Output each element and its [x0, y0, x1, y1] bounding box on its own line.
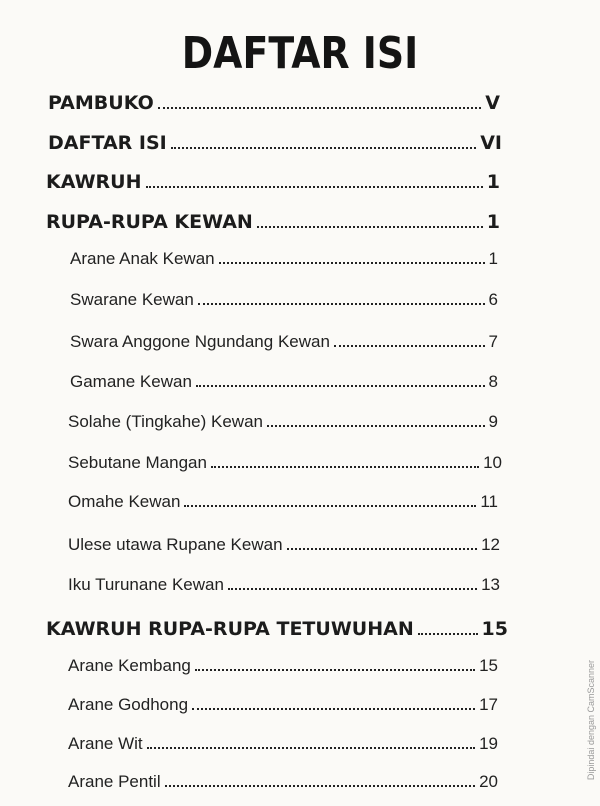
toc-entry-page: 7	[488, 332, 498, 351]
toc-entry-page: 19	[479, 734, 498, 753]
leader-dots	[147, 747, 475, 749]
leader-dots	[165, 785, 475, 787]
toc-entry-label: DAFTAR ISI	[48, 132, 167, 154]
toc-entry	[68, 453, 502, 473]
toc-entry	[68, 772, 498, 792]
toc-entry-label: Arane Kembang	[68, 656, 191, 675]
leader-dots	[257, 226, 483, 228]
toc-entry-label: Swara Anggone Ngundang Kewan	[70, 332, 330, 351]
toc-entry-label: Solahe (Tingkahe) Kewan	[68, 412, 263, 431]
toc-entry-label: KAWRUH RUPA-RUPA TETUWUHAN	[46, 618, 414, 640]
leader-dots	[219, 262, 485, 264]
leader-dots	[146, 186, 483, 188]
toc-entry-page: 10	[483, 453, 502, 472]
toc-entry-page: 1	[486, 211, 500, 233]
leader-dots	[195, 669, 475, 671]
toc-entry	[46, 618, 508, 640]
toc-entry-page: 9	[488, 412, 498, 431]
toc-entry	[46, 211, 500, 233]
toc-entry-page: 1	[486, 171, 500, 193]
toc-entry-page: 8	[488, 372, 498, 391]
toc-entry-page: 11	[480, 492, 498, 511]
toc-entry-label: PAMBUKO	[48, 92, 154, 114]
leader-dots	[418, 633, 478, 635]
toc-entry-label: Iku Turunane Kewan	[68, 575, 224, 594]
toc-entry-page: 20	[479, 772, 498, 791]
toc-entry	[48, 132, 502, 154]
toc-entry-label: Gamane Kewan	[70, 372, 192, 391]
toc-entry-page: 15	[481, 618, 508, 640]
toc-entry	[68, 695, 498, 715]
leader-dots	[196, 385, 485, 387]
toc-entry-page: 17	[479, 695, 498, 714]
toc-entry-page: 1	[488, 249, 498, 268]
toc-entry	[68, 535, 500, 555]
toc-entry	[68, 734, 498, 754]
toc-entry-label: Sebutane Mangan	[68, 453, 207, 472]
leader-dots	[171, 147, 477, 149]
toc-entry	[68, 492, 498, 512]
toc-entry-label: Arane Pentil	[68, 772, 161, 791]
toc-entry-label: Arane Wit	[68, 734, 143, 753]
leader-dots	[184, 505, 476, 507]
leader-dots	[267, 425, 485, 427]
toc-entry	[68, 575, 500, 595]
leader-dots	[158, 107, 482, 109]
toc-entry-page: 6	[488, 290, 498, 309]
toc-entry	[70, 290, 498, 310]
toc-entry	[68, 412, 498, 432]
toc-entry-label: Arane Godhong	[68, 695, 189, 714]
leader-dots	[287, 548, 478, 550]
toc-entry-page: V	[485, 92, 500, 114]
leader-dots	[211, 466, 479, 468]
toc-entry-label: Ulese utawa Rupane Kewan	[68, 535, 283, 554]
toc-entry	[70, 332, 498, 352]
toc-entry	[48, 92, 500, 114]
toc-entry-label: RUPA-RUPA KEWAN	[46, 211, 253, 233]
toc-entry	[46, 171, 500, 193]
leader-dots	[192, 708, 475, 710]
toc-entry	[70, 372, 498, 392]
toc-entry-page: 12	[481, 535, 500, 554]
leader-dots	[334, 345, 485, 347]
toc-entry-page: VI	[480, 132, 502, 154]
toc-entry-label: Omahe Kewan	[68, 492, 181, 511]
toc-entry	[70, 249, 498, 269]
toc-entry-label: KAWRUH	[46, 171, 142, 193]
toc-entry-label: Swarane Kewan	[70, 290, 194, 309]
toc-entry-label: Arane Anak Kewan	[70, 249, 215, 268]
toc-entry-page: 13	[481, 575, 500, 594]
leader-dots	[198, 303, 485, 305]
toc-entry-page: 15	[479, 656, 498, 675]
leader-dots	[228, 588, 477, 590]
scanner-watermark: Dipindai dengan CamScanner	[586, 660, 596, 781]
toc-entry	[68, 656, 498, 676]
page-title: DAFTAR ISI	[181, 28, 419, 79]
